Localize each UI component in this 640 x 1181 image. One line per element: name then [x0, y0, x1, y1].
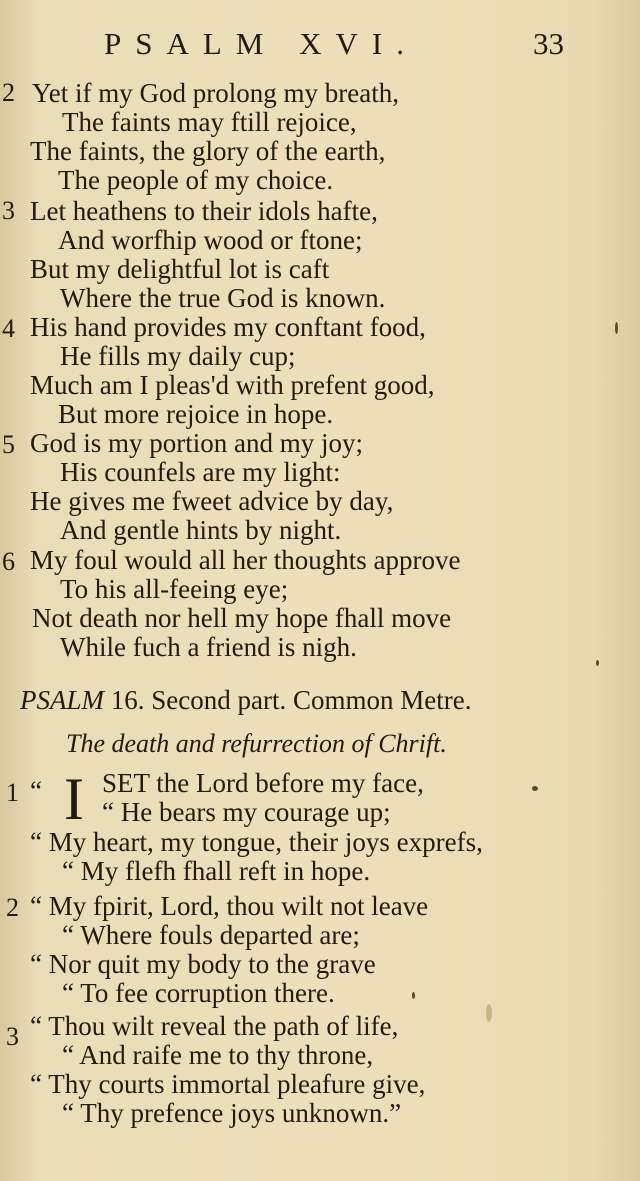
stanza-number: 2 — [2, 78, 15, 107]
verse-line: “ Thou wilt reveal the path of life, — [30, 1011, 399, 1041]
verse-line: “ Where fouls departed are; — [62, 920, 360, 950]
paper-speck — [412, 992, 415, 999]
verse-line: His hand provides my conftant food, — [30, 312, 426, 342]
verse-line: But more rejoice in hope. — [58, 399, 334, 429]
running-head — [0, 26, 640, 66]
verse-line: The faints may ftill rejoice, — [62, 107, 357, 137]
stanza-number: 6 — [2, 547, 15, 576]
verse-line: The people of my choice. — [58, 165, 334, 195]
verse-line: The faints, the glory of the earth, — [30, 136, 386, 166]
verse-line: “ My heart, my tongue, their joys exprefs, — [30, 827, 483, 857]
paper-stain — [486, 1004, 492, 1022]
verse-line: “ Thy courts immortal pleafure give, — [30, 1069, 426, 1099]
page-number: 33 — [533, 26, 564, 61]
section-heading-psalm: PSALM — [20, 685, 104, 715]
verse-line: Let heathens to their idols hafte, — [30, 196, 378, 226]
section-heading — [20, 684, 471, 716]
verse-line: Yet if my God prolong my breath, — [32, 78, 399, 108]
verse-line: “ My fpirit, Lord, thou wilt not leave — [30, 891, 429, 921]
verse-line: Much am I pleas'd with prefent good, — [30, 370, 435, 400]
verse-line: And gentle hints by night. — [60, 515, 342, 545]
verse-line: He fills my daily cup; — [60, 341, 296, 371]
verse-line: “ Thy prefence joys unknown.” — [62, 1098, 402, 1128]
stanza-number: 3 — [6, 1022, 19, 1051]
verse-line: Not death nor hell my hope fhall move — [32, 603, 452, 633]
verse-line: But my delightful lot is caft — [30, 254, 330, 284]
paper-speck — [532, 786, 538, 791]
verse-line: “ My flefh fhall reft in hope. — [62, 856, 371, 886]
section-heading-rest: 16. Second part. Common Metre. — [104, 685, 472, 715]
opening-quote: “ — [30, 776, 42, 806]
verse-line: Where the true God is known. — [60, 283, 386, 313]
verse-line: “ And raife me to thy throne, — [62, 1040, 374, 1070]
stanza-number: 1 — [6, 778, 19, 807]
verse-line: “ He bears my courage up; — [102, 797, 391, 827]
stanza-number: 2 — [6, 893, 19, 922]
verse-line: His counfels are my light: — [60, 457, 341, 487]
section-subtitle: The death and refurrection of Chrift. — [66, 729, 447, 758]
stanza-number: 5 — [2, 430, 15, 459]
verse-line: God is my portion and my joy; — [30, 428, 363, 458]
running-head-title: PSALM XVI. — [104, 26, 418, 61]
verse-line: And worfhip wood or ftone; — [58, 225, 363, 255]
verse-line: To his all-feeing eye; — [60, 574, 289, 604]
verse-line: While fuch a friend is nigh. — [60, 632, 357, 662]
drop-cap: I — [64, 766, 84, 832]
paper-speck — [596, 660, 599, 666]
paper-speck — [615, 322, 618, 334]
stanza-number: 4 — [2, 314, 15, 343]
verse-line: SET the Lord before my face, — [102, 768, 424, 798]
verse-line: “ To fee corruption there. — [62, 978, 335, 1008]
stanza-number: 3 — [2, 196, 15, 225]
verse-line: “ Nor quit my body to the grave — [30, 949, 376, 979]
verse-line: He gives me fweet advice by day, — [30, 486, 394, 516]
verse-line: My foul would all her thoughts approve — [30, 545, 461, 575]
